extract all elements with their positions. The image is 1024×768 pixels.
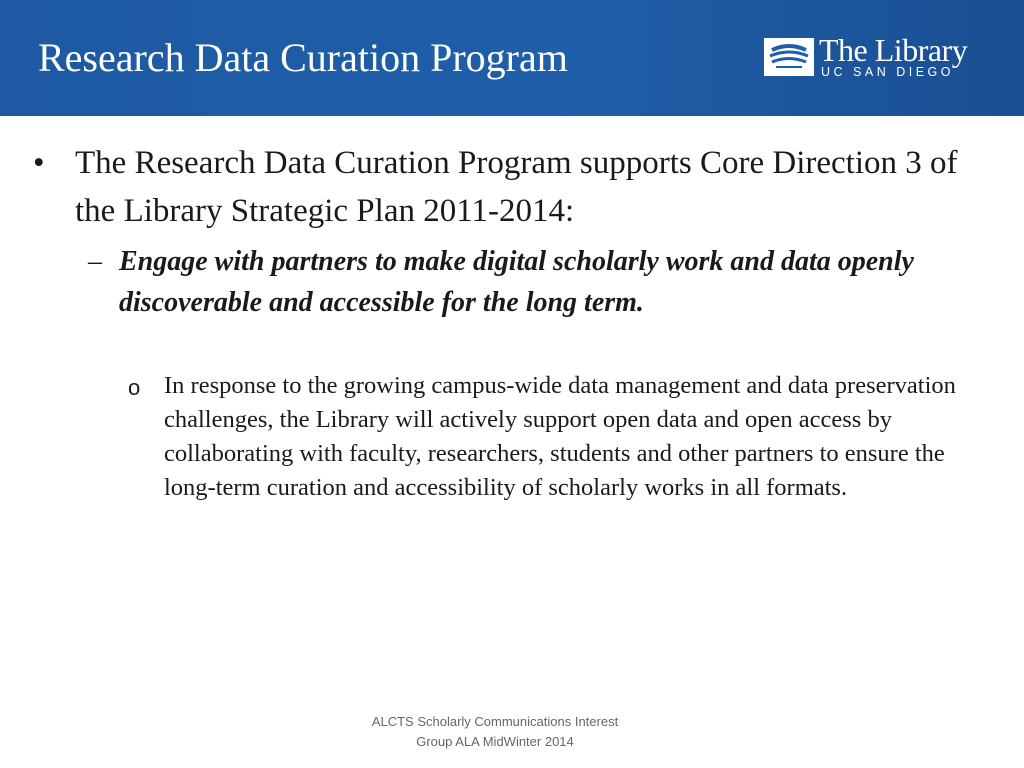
bullet-level3-marker: o	[128, 375, 141, 400]
library-logo-name: The Library	[819, 32, 968, 68]
bullet-level2-text: Engage with partners to make digital scholarly work and data openly discoverable and accessible for the long term.	[119, 246, 914, 318]
footer-line1: ALCTS Scholarly Communications Interest	[371, 714, 619, 729]
bullet-level1-marker: •	[33, 145, 45, 181]
slide-footer	[340, 712, 650, 752]
library-logo-icon	[764, 38, 814, 76]
slide-title: Research Data Curation Program	[38, 35, 568, 80]
bullet-level3-text: In response to the growing campus-wide data management and data preservation challenges, the Library will actively support open data and open access by collaborating with faculty, researchers, students and other partners to ensure the long-term curation and accessibility of scholarly works in all formats.	[164, 372, 956, 501]
library-logo	[764, 32, 979, 80]
slide-header	[0, 0, 1024, 116]
library-logo-subtitle: UC SAN DIEGO	[821, 65, 954, 79]
bullet-level2-marker: –	[88, 246, 102, 277]
footer-line2: Group ALA MidWinter 2014	[416, 734, 574, 749]
bullet-level1-text: The Research Data Curation Program supports Core Direction 3 of the Library Strategic Plan 2011-2014:	[75, 145, 958, 229]
